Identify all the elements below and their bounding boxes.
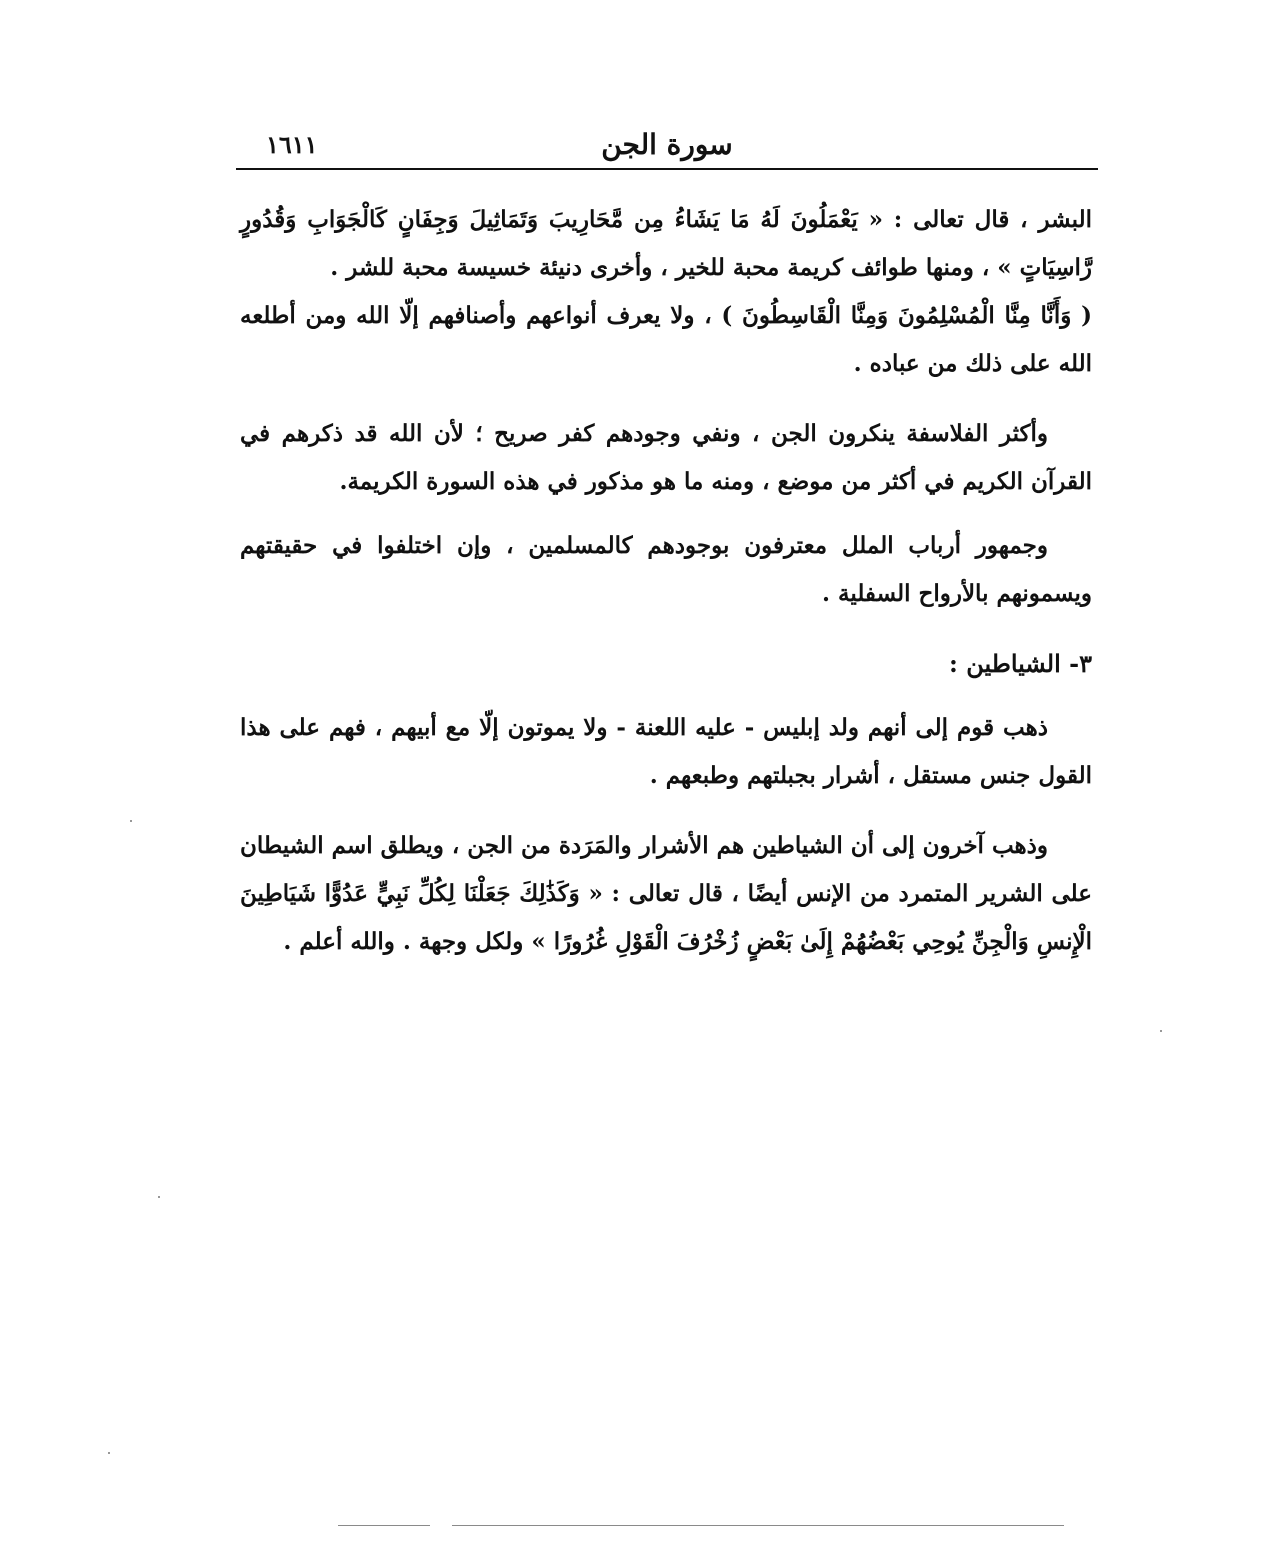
page-header bbox=[236, 128, 1098, 168]
header-rule bbox=[236, 168, 1098, 170]
scan-speck bbox=[130, 820, 132, 822]
scan-speck bbox=[158, 1196, 160, 1198]
scan-speck bbox=[108, 1452, 110, 1454]
paragraph-1: البشر ، قال تعالى : « يَعْمَلُونَ لَهُ مَا يَشَاءُ مِن مَّحَارِيبَ وَتَمَاثِيلَ وَجِفَانٍ كَالْجَوَابِ وَقُدُورٍ رَّاسِيَاتٍ » ، ومنها طوائف كريمة محبة للخير ، وأخرى دنيئة خسيسة محبة للشر . bbox=[240, 206, 1092, 281]
paragraph-2: ( وَأَنَّا مِنَّا الْمُسْلِمُونَ وَمِنَّا الْقَاسِطُونَ ) ، ولا يعرف أنواعهم وأصنافهم إلّا الله ومن أطلعه الله على ذلك من عباده . bbox=[240, 302, 1092, 377]
footer-rule-left bbox=[338, 1525, 430, 1526]
paragraph-6: وذهب آخرون إلى أن الشياطين هم الأشرار والمَرَدة من الجن ، ويطلق اسم الشيطان على الشرير المتمرد من الإنس أيضًا ، قال تعالى : « وَكَذَٰلِكَ جَعَلْنَا لِكُلِّ نَبِيٍّ عَدُوًّا شَيَاطِينَ الْإِنسِ وَالْجِنِّ يُوحِي بَعْضُهُمْ إِلَىٰ بَعْضٍ زُخْرُفَ الْقَوْلِ غُرُورًا » ولكل وجهة . والله أعلم . bbox=[240, 832, 1092, 955]
paragraph-5: ذهب قوم إلى أنهم ولد إبليس - عليه اللعنة - ولا يموتون إلّا مع أبيهم ، فهم على هذا القول جنس مستقل ، أشرار بجبلتهم وطبعهم . bbox=[240, 714, 1092, 789]
scan-speck bbox=[1160, 1030, 1162, 1032]
paragraph-3: وأكثر الفلاسفة ينكرون الجن ، ونفي وجودهم كفر صريح ؛ لأن الله قد ذكرهم في القرآن الكريم في أكثر من موضع ، ومنه ما هو مذكور في هذه السورة الكريمة. bbox=[240, 420, 1092, 495]
page-number: ١٦١١ bbox=[266, 130, 318, 159]
body-text bbox=[240, 196, 1092, 966]
paragraph-4: وجمهور أرباب الملل معترفون بوجودهم كالمسلمين ، وإن اختلفوا في حقيقتهم ويسمونهم بالأرواح السفلية . bbox=[240, 532, 1092, 607]
running-title: سورة الجن bbox=[601, 128, 733, 161]
section-heading: ٣- الشياطين : bbox=[949, 649, 1092, 678]
footer-rule-right bbox=[452, 1525, 1064, 1526]
